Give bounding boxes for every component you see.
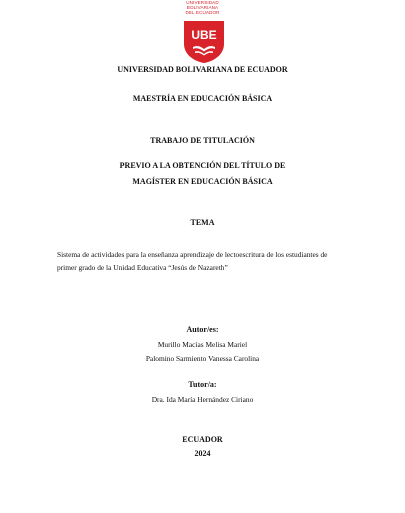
university-shield-logo xyxy=(181,20,227,64)
logo-university-name xyxy=(0,0,405,15)
degree-line-2: MAGÍSTER EN EDUCACIÓN BÁSICA xyxy=(132,177,273,186)
topic-line-1: Sistema de actividades para la enseñanza aprendizaje de lectoescritura de los estudiantes de xyxy=(57,250,328,259)
logo-text-line: BOLIVARIANA xyxy=(186,5,219,10)
logo-text-line: DEL ECUADOR xyxy=(185,10,220,15)
shield-icon xyxy=(181,20,227,64)
university-name: UNIVERSIDAD BOLIVARIANA DE ECUADOR xyxy=(117,65,288,74)
topic-text xyxy=(57,248,354,274)
topic-line-2: primer grado de la Unidad Educativa “Jesús de Nazareth” xyxy=(57,263,228,272)
degree-line-1: PREVIO A LA OBTENCIÓN DEL TÍTULO DE xyxy=(119,161,286,170)
logo-text-line: UNIVERSIDAD xyxy=(186,0,219,5)
tutor-name: Dra. Ida María Hernández Ciriano xyxy=(151,395,254,404)
logo-badge-text: UBE xyxy=(191,28,217,42)
tutor-heading: Tutor/a: xyxy=(188,380,217,389)
author-name-2: Palomino Sarmiento Vanessa Carolina xyxy=(145,354,260,363)
country: ECUADOR xyxy=(182,435,223,444)
author-name-1: Murillo Macías Melisa Mariel xyxy=(157,340,248,349)
work-type: TRABAJO DE TITULACIÓN xyxy=(150,136,255,145)
authors-heading: Autor/es: xyxy=(186,325,219,334)
topic-heading: TEMA xyxy=(190,218,215,227)
program-name: MAESTRÍA EN EDUCACIÓN BÁSICA xyxy=(132,94,273,103)
year: 2024 xyxy=(194,449,211,458)
